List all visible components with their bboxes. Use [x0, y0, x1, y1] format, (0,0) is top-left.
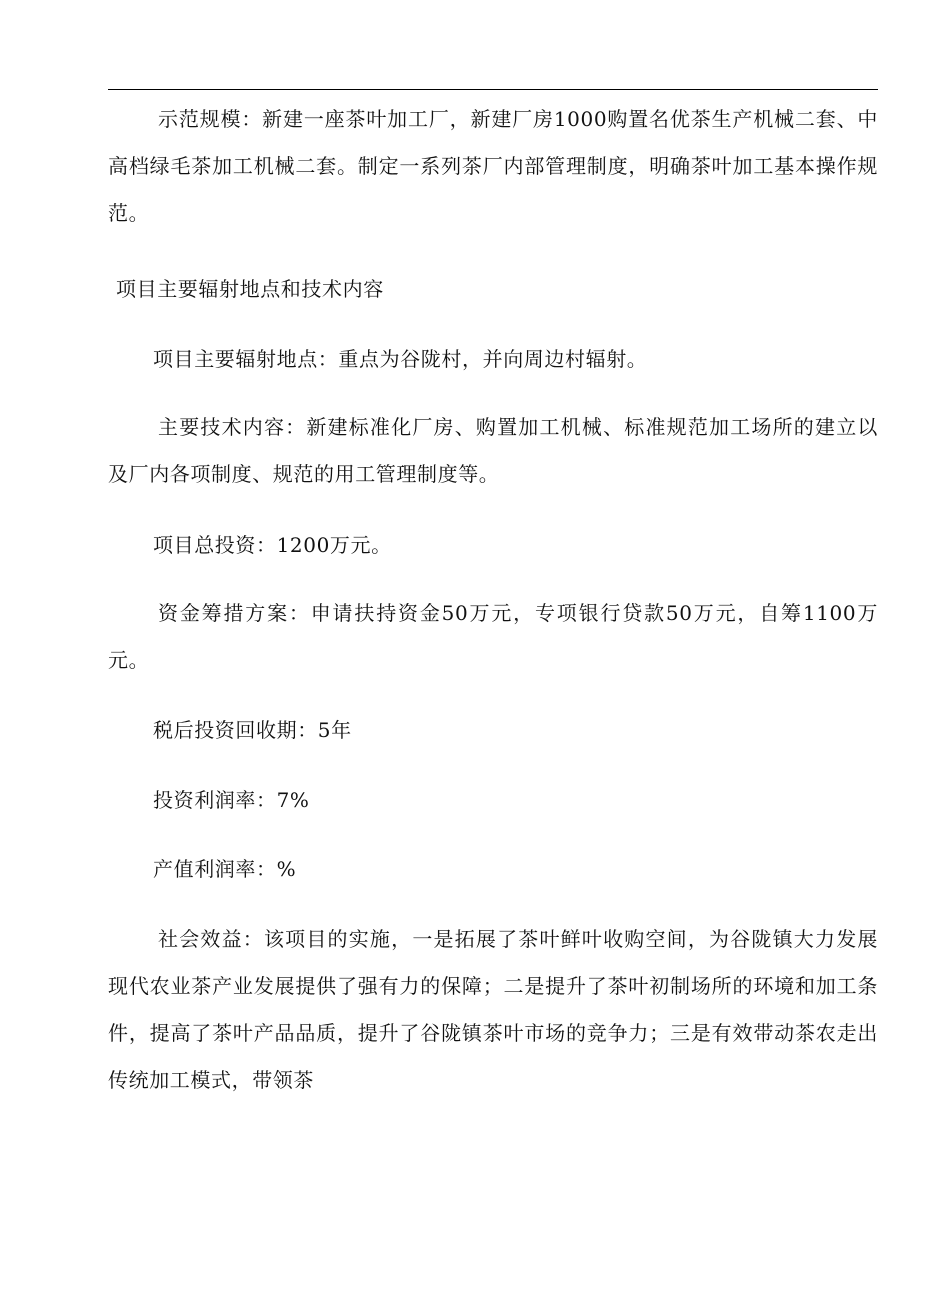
paragraph-demonstration-scale: 示范规模：新建一座茶叶加工厂，新建厂房1000购置名优茶生产机械二套、中高档绿毛茶加工机械二套。制定一系列茶厂内部管理制度，明确茶叶加工基本操作规范。	[108, 107, 878, 225]
paragraph-output-profit-rate: 产值利润率：%	[153, 857, 297, 881]
paragraph-funding-plan: 资金筹措方案：申请扶持资金50万元，专项银行贷款50万元，自筹1100万元。	[108, 601, 878, 672]
paragraph-total-investment: 项目总投资：1200万元。	[153, 533, 392, 557]
paragraph-payback-period: 税后投资回收期：5年	[153, 718, 352, 742]
header-rule	[108, 89, 878, 90]
paragraph-radiation-location: 项目主要辐射地点：重点为谷陇村，并向周边村辐射。	[153, 347, 648, 371]
paragraph-social-benefit: 社会效益：该项目的实施，一是拓展了茶叶鲜叶收购空间，为谷陇镇大力发展现代农业茶产业发展提供了强有力的保障；二是提升了茶叶初制场所的环境和加工条件，提高了茶叶产品品质，提升了谷陇镇茶叶市场的竞争力；三是有效带动茶农走出传统加工模式，带领茶	[108, 927, 878, 1092]
section-heading-radiation-and-tech: 项目主要辐射地点和技术内容	[116, 277, 384, 301]
paragraph-investment-profit-rate: 投资利润率：7%	[153, 788, 310, 812]
paragraph-technical-content: 主要技术内容：新建标准化厂房、购置加工机械、标准规范加工场所的建立以及厂内各项制度、规范的用工管理制度等。	[108, 415, 878, 486]
